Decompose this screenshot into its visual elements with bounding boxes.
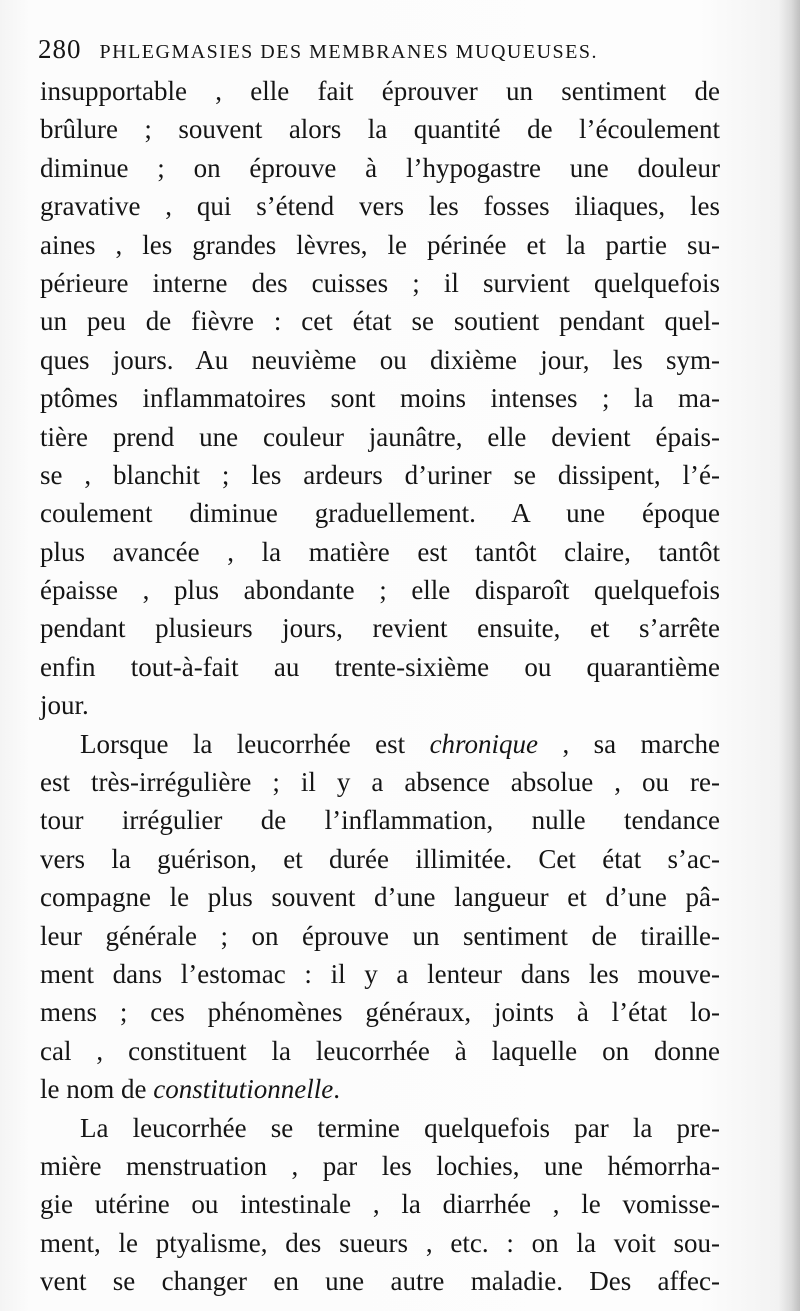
text-span: .	[333, 1074, 340, 1105]
page-gutter-shadow	[778, 0, 800, 1311]
body-text	[40, 72, 720, 1301]
text-line: vent se changer en une autre maladie. Des affec-	[40, 1266, 720, 1297]
text-line: ment dans l’estomac : il y a lenteur dans les mouve-	[40, 958, 720, 989]
text-line: périeure interne des cuisses ; il survient quelquefois	[40, 267, 720, 298]
text-line: un peu de fièvre : cet état se soutient pendant quel-	[40, 306, 720, 337]
text-line: La leucorrhée se termine quelquefois par la pre-	[80, 1112, 720, 1143]
text-span: le nom de	[40, 1074, 154, 1105]
text-line: compagne le plus souvent d’une langueur et d’une pâ-	[40, 882, 720, 913]
italic-term: chronique	[429, 728, 539, 759]
text-line: vers la guérison, et durée illimitée. Cet état s’ac-	[40, 843, 720, 874]
text-span: Lorsque la leucorrhée est	[80, 728, 430, 759]
text-line: insupportable , elle fait éprouver un sentiment de	[40, 76, 720, 106]
text-line: gravative , qui s’étend vers les fosses iliaques, les	[40, 191, 720, 222]
running-title: PHLEGMASIES DES MEMBRANES MUQUEUSES.	[99, 41, 599, 63]
text-line: épaisse , plus abondante ; elle disparoît quelquefois	[40, 575, 720, 606]
text-line: ques jours. Au neuvième ou dixième jour, les sym-	[40, 344, 720, 375]
text-line: tour irrégulier de l’inflammation, nulle tendance	[40, 805, 720, 836]
text-line: pendant plusieurs jours, revient ensuite, et s’arrête	[40, 613, 720, 644]
text-line: brûlure ; souvent alors la quantité de l’écoulement	[40, 114, 720, 145]
text-line: aines , les grandes lèvres, le périnée et la partie su-	[40, 229, 720, 260]
text-line: tière prend une couleur jaunâtre, elle devient épais-	[40, 421, 720, 452]
text-line: enfin tout-à-fait au trente-sixième ou quarantième	[40, 651, 720, 682]
text-line: mière menstruation , par les lochies, une hémorrha-	[40, 1150, 720, 1181]
running-header	[38, 34, 758, 70]
text-line	[40, 725, 720, 763]
text-line: coulement diminue graduellement. A une époque	[40, 498, 720, 529]
text-line: est très-irrégulière ; il y a absence absolue , ou re-	[40, 767, 720, 798]
paragraph	[40, 1109, 720, 1301]
text-line: jour.	[40, 690, 89, 721]
text-line: leur générale ; on éprouve un sentiment de tiraille-	[40, 920, 720, 951]
text-line	[40, 1070, 720, 1108]
text-line: gie utérine ou intestinale , la diarrhée , le vomisse-	[40, 1189, 720, 1220]
text-line: ptômes inflammatoires sont moins intenses ; la ma-	[40, 383, 720, 414]
page-number: 280	[38, 34, 82, 64]
paragraph	[40, 725, 720, 1109]
text-span: , sa marche	[538, 728, 720, 759]
text-line: cal , constituent la leucorrhée à laquelle on donne	[40, 1035, 720, 1066]
text-line: diminue ; on éprouve à l’hypogastre une douleur	[40, 152, 720, 183]
text-line: mens ; ces phénomènes généraux, joints à l’état lo-	[40, 997, 720, 1028]
text-line: se , blanchit ; les ardeurs d’uriner se dissipent, l’é-	[40, 459, 720, 490]
text-line: ment, le ptyalisme, des sueurs , etc. : on la voit sou-	[40, 1227, 720, 1258]
italic-term: constitutionnelle	[153, 1074, 334, 1105]
paragraph	[40, 72, 720, 725]
text-line: plus avancée , la matière est tantôt claire, tantôt	[40, 536, 720, 567]
